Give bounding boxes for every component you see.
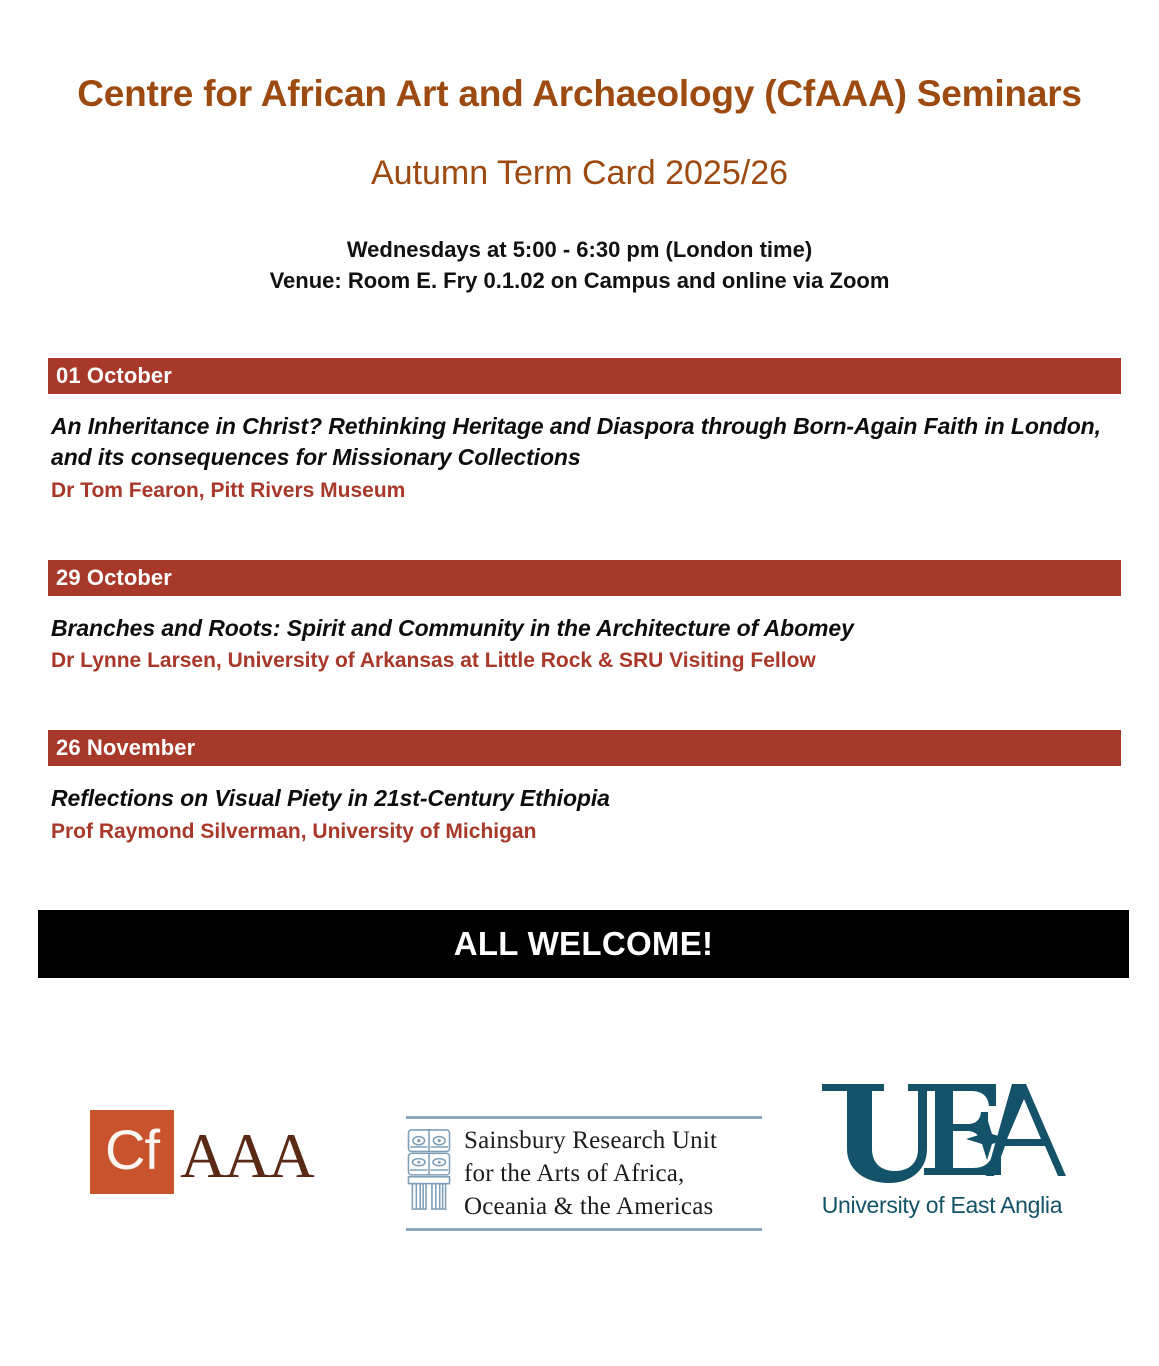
sru-line-3: Oceania & the Americas xyxy=(464,1192,714,1220)
page-title: Centre for African Art and Archaeology (CfAAA) Seminars xyxy=(77,73,1082,114)
seminar-entry xyxy=(48,730,1121,845)
seminar-title: An Inheritance in Christ? Rethinking Heritage and Diaspora through Born-Again Faith in London, and its consequences for Missionary Collections xyxy=(51,413,1101,471)
uea-caption: University of East Anglia xyxy=(821,1192,1063,1218)
seminar-list xyxy=(48,358,1121,845)
uea-monogram-icon xyxy=(816,1078,1066,1190)
sru-body xyxy=(406,1125,762,1223)
seminar-date-bar: 26 November xyxy=(48,730,1121,766)
seminar-entry xyxy=(48,358,1121,504)
seminar-speaker: Prof Raymond Silverman, University of Michigan xyxy=(51,819,537,843)
cfaaa-wordmark: AAA xyxy=(180,1120,313,1191)
uea-logo xyxy=(816,1078,1072,1219)
venue-line: Venue: Room E. Fry 0.1.02 on Campus and online via Zoom xyxy=(269,268,890,294)
seminar-speaker: Dr Lynne Larsen, University of Arkansas at Little Rock & SRU Visiting Fellow xyxy=(51,649,816,673)
sru-line-2: for the Arts of Africa, xyxy=(464,1159,685,1187)
all-welcome-banner: ALL WELCOME! xyxy=(38,910,1129,978)
sru-top-rule xyxy=(406,1116,762,1119)
spacer xyxy=(48,504,1121,560)
sru-figure-icon xyxy=(406,1127,452,1211)
cfaaa-mark-icon xyxy=(90,1110,174,1194)
seminar-date-bar: 29 October xyxy=(48,560,1121,596)
seminar-title: Branches and Roots: Spirit and Community in the Architecture of Abomey xyxy=(51,614,854,641)
seminar-date-bar: 01 October xyxy=(48,358,1121,394)
seminar-entry xyxy=(48,560,1121,675)
cfaaa-mark-text: Cf xyxy=(105,1118,159,1181)
sru-line-1: Sainsbury Research Unit xyxy=(464,1127,718,1154)
cfaaa-logo xyxy=(90,1110,313,1194)
meeting-time-line: Wednesdays at 5:00 - 6:30 pm (London time) xyxy=(346,237,813,262)
logo-row xyxy=(0,1078,1159,1258)
schedule-details xyxy=(0,234,1159,296)
sru-bottom-rule xyxy=(406,1228,762,1231)
page-subtitle: Autumn Term Card 2025/26 xyxy=(370,154,789,192)
spacer xyxy=(48,674,1121,730)
seminar-title: Reflections on Visual Piety in 21st-Century Ethiopia xyxy=(51,785,610,812)
sru-wordmark xyxy=(464,1125,717,1223)
seminar-speaker: Dr Tom Fearon, Pitt Rivers Museum xyxy=(51,478,406,502)
sru-logo xyxy=(406,1116,762,1231)
